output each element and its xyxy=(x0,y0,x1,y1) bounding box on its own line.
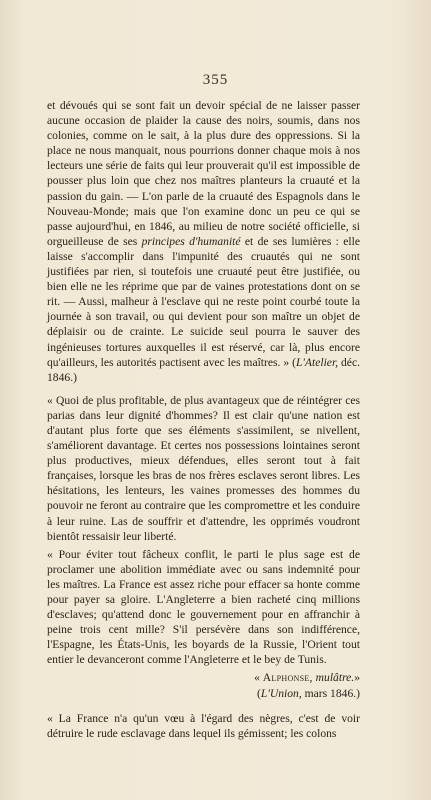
text-run: principes d'humanité xyxy=(141,234,241,248)
source-title: L'Union, xyxy=(260,686,302,700)
paragraph-1 xyxy=(47,98,360,385)
signature-close: » xyxy=(354,671,360,685)
text-run: « La France n'a qu'un vœu à l'égard des nègres, c'est de voir détruire le rude esclavage dans lequel ils gémissent; les colons xyxy=(47,711,360,740)
text-run: « Pour éviter tout fâcheux conflit, le parti le plus sage est de proclamer une abolition immédiate avec ou sans indemnité pour les maîtres. La France est assez riche pour effacer sa honte comme pour payer sa gloire. L'Angleterre a bien racheté cinq millions d'esclaves; qu'attend donc le gouvernement pour en affranchir à peine trois cent mille? S'il persévère dans son indifférence, l'Espagne, les États-Unis, les boyards de la Russie, l'Orient tout entier le devanceront comme l'Angleterre et le bey de Tunis. xyxy=(47,547,360,667)
signature-role: mulâtre. xyxy=(315,671,355,685)
signature-name: « Alphonse, xyxy=(254,671,313,685)
signature-line xyxy=(47,670,360,685)
paragraph-2 xyxy=(47,393,360,544)
paragraph-4 xyxy=(47,711,360,741)
source-date: mars 1846.) xyxy=(301,686,360,700)
paragraph-3 xyxy=(47,547,360,668)
text-run: et de ses lumières : elle laisse s'accomplir dans l'impunité des cruautés qui ne sont justifiées par rien, si toutefois une cruauté peut être justifiée, ou bien elle ne les réprime que par de vaines protestations dont on se rit. — Aussi, malheur à l'esclave qui ne reste point courbé toute la journée à son travail, ou qui devient pour son maître un objet de déplaisir ou de crainte. Le suicide seul pourra le sauver des ingénieuses tortures auxquelles il est réservé, car là, plus encore qu'ailleurs, les autorités pactisent avec les maîtres. » ( xyxy=(47,234,360,369)
text-run: « Quoi de plus profitable, de plus avantageux que de réintégrer ces parias dans leur dignité d'hommes? Il est clair qu'une nation est d'autant plus forte que ses éléments s'assimilent, se nivellent, s'améliorent davantage. Et certes nos possessions lointaines seront plus productives, mieux défendues, elles seront tout à fait françaises, lorsque les bras de nos frères esclaves seront libres. Les hésitations, les lenteurs, les vaines promesses des hommes du pouvoir ne feront au contraire que les compromettre et les conduire à leur ruine. Las de souffrir et d'attendre, les opprimés voudront bientôt ressaisir leur liberté. xyxy=(47,393,360,543)
page-number: 355 xyxy=(202,72,229,88)
page-body xyxy=(47,98,360,749)
text-run: L'Atelier, xyxy=(295,355,339,369)
source-citation xyxy=(47,686,360,701)
text-run: et dévoués qui se sont fait un devoir spécial de ne laisser passer aucune occasion de plaider la cause des noirs, soumis, dans nos colonies, comme on le sait, à la plus dure des oppressions. Si la place ne nous manquait, nous pourrions donner chaque mois à nos lecteurs une série de faits qui leur prouverait qu'il est impossible de pousser plus loin que chez nos maîtres planteurs la cruauté et la passion du gain. — L'on parle de la cruauté des Espagnols dans le Nouveau-Monde; mais que l'on examine donc un peu ce qui se passe aujourd'hui, en 1846, au milieu de notre société officielle, si orgueilleuse de ses xyxy=(47,99,360,248)
text-run: déc. 1846.) xyxy=(47,355,360,384)
source-open: ( xyxy=(257,686,261,700)
